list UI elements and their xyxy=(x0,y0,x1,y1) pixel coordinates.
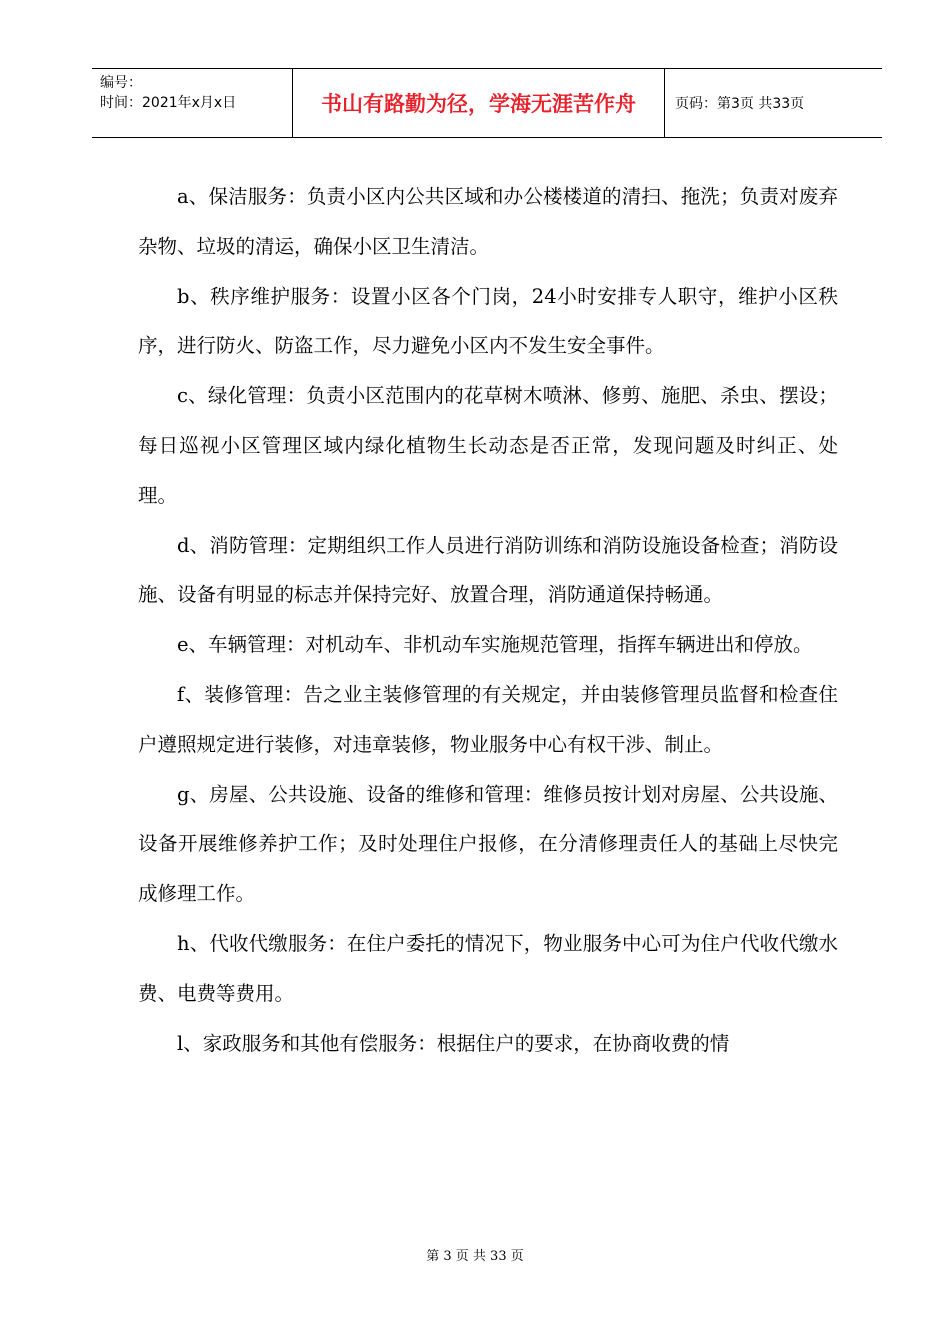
paragraph-l: l、家政服务和其他有偿服务：根据住户的要求，在协商收费的情 xyxy=(177,1031,730,1055)
header-time-label: 时间：2021年x月x日 xyxy=(100,95,237,111)
header-number-label: 编号： xyxy=(100,75,142,91)
page-header xyxy=(92,68,882,138)
paragraph-a: a、保洁服务：负责小区内公共区域和办公楼楼道的清扫、拖洗；负责对废弃杂物、垃圾的清运，确保小区卫生清洁。 xyxy=(138,185,838,258)
paragraph-g: g、房屋、公共设施、设备的维修和管理：维修员按计划对房屋、公共设施、设备开展维修养护工作；及时处理住户报修，在分清修理责任人的基础上尽快完成修理工作。 xyxy=(138,782,838,906)
header-page-info: 页码：第3页 共33页 xyxy=(675,96,805,112)
paragraph-f: f、装修管理：告之业主装修管理的有关规定，并由装修管理员监督和检查住户遵照规定进行装修，对违章装修，物业服务中心有权干涉、制止。 xyxy=(138,682,838,756)
paragraph-c: c、绿化管理：负责小区范围内的花草树木喷淋、修剪、施肥、杀虫、摆设；每日巡视小区管理区域内绿化植物生长动态是否正常，发现问题及时纠正、处理。 xyxy=(138,384,838,507)
paragraph-d: d、消防管理：定期组织工作人员进行消防训练和消防设施设备检查；消防设施、设备有明显的标志并保持完好、放置合理，消防通道保持畅通。 xyxy=(138,533,838,607)
paragraph-b: b、秩序维护服务：设置小区各个门岗，24小时安排专人职守，维护小区秩序，进行防火、防盗工作，尽力避免小区内不发生安全事件。 xyxy=(138,284,838,358)
document-body xyxy=(138,172,838,1068)
page-footer: 第 3 页 共 33 页 xyxy=(426,1249,524,1264)
paragraph-h: h、代收代缴服务：在住户委托的情况下，物业服务中心可为住户代收代缴水费、电费等费用。 xyxy=(138,931,838,1005)
header-meta xyxy=(92,69,293,137)
header-slogan: 书山有路勤为径，学海无涯苦作舟 xyxy=(293,69,665,137)
paragraph-e: e、车辆管理：对机动车、非机动车实施规范管理，指挥车辆进出和停放。 xyxy=(177,633,813,657)
